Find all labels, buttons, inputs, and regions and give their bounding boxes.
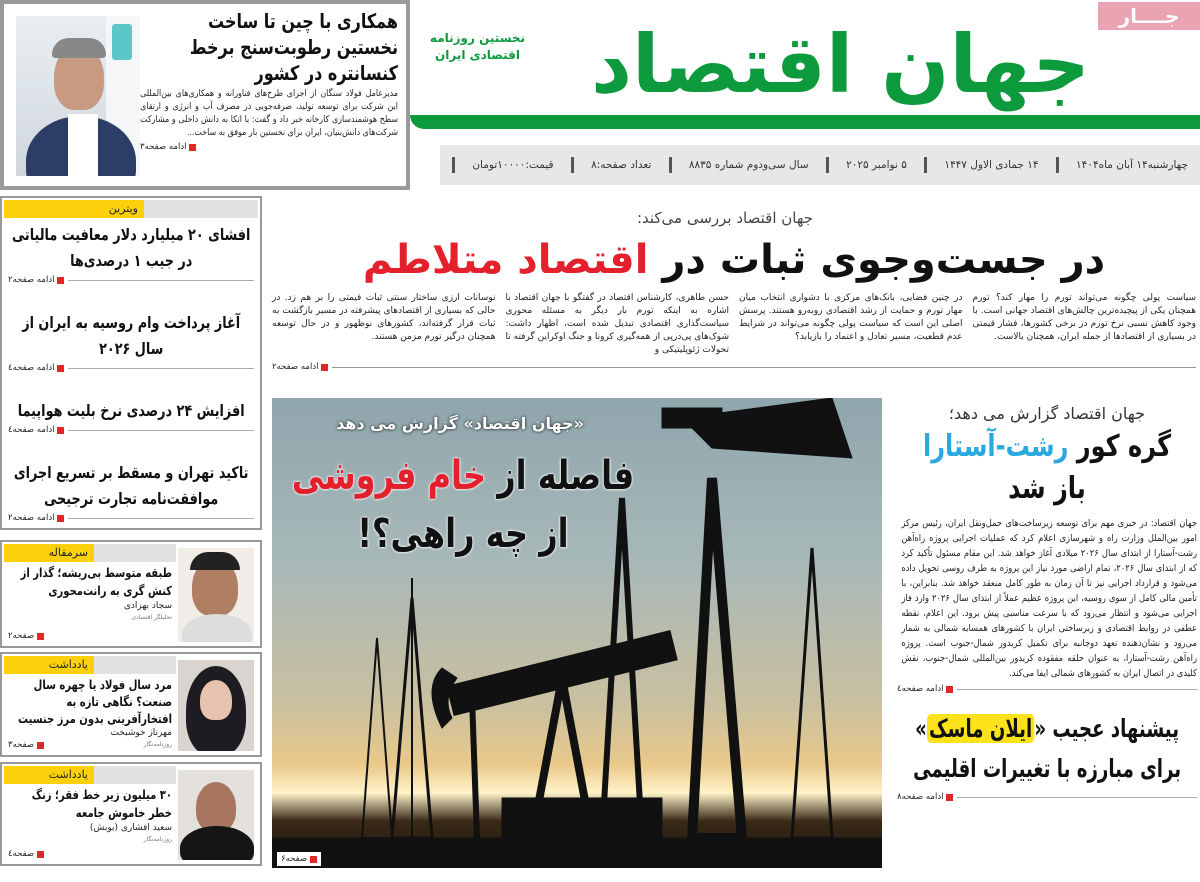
issue-number: سال سی‌ودوم شماره ۸۸۳۵: [688, 159, 809, 171]
opinion-page[interactable]: صفحه۲: [8, 630, 44, 642]
top-story-headline[interactable]: همکاری با چین تا ساخت نخستین رطوبت‌سنج برخط کنسانتره در کشور: [189, 9, 398, 85]
divider: [571, 157, 574, 173]
logo-underline: [410, 115, 1200, 129]
lead-kicker: جهان اقتصاد بررسی می‌کند:: [636, 209, 814, 227]
vitrin-continued[interactable]: ادامه صفحه٤: [8, 362, 64, 374]
vitrin-item[interactable]: افزایش ۲۴ درصدی نرخ بلیت هواپیما: [17, 401, 245, 420]
lead-headline[interactable]: در جست‌وجوی ثبات در اقتصاد متلاطم: [362, 237, 1106, 283]
top-story-box[interactable]: [0, 0, 410, 190]
opinion-box[interactable]: [0, 762, 262, 866]
opinion-role: تحلیلگر اقتصادی: [131, 614, 172, 621]
date-persian: چهارشنبه۱۴ آبان ماه۱۴۰۴: [1076, 159, 1188, 171]
top-story-body: مدیرعامل فولاد سنگان از اجرای طرح‌های فناورانه و همکاری‌های بین‌المللی این شرکت برای توسعه تولید، صرفه‌جویی در مصرف آب و انرژی و ارتقای سطح هوشمندسازی کارخانه خبر داد و گفت: با اتکا به دانش داخلی و مشارکت شرکت‌های دانش‌بنیان، ایران برای نخستین بار موفق به ساخت...: [140, 89, 398, 138]
divider: [957, 797, 1197, 798]
vitrin-item[interactable]: تاکید تهران و مسقط بر تسریع اجرای موافقت‌نامه تجارت ترجیحی: [13, 463, 249, 508]
continued-label: ادامه صفحه۳: [140, 142, 187, 152]
newspaper-logo[interactable]: جهان اقتصاد: [590, 18, 1090, 111]
opinion-page[interactable]: صفحه٤: [8, 848, 44, 860]
tagline: نخستین روزنامه اقتصادی ایران: [429, 31, 526, 62]
lead-column-1: سیاست پولی چگونه می‌تواند تورم را مهار کند؟ تورم همچنان یکی از پیچیده‌ترین چالش‌های اقتصاد جهانی است. با وجود کاهش نسبی نرخ تورم در برخی کشورها، فشار قیمتی در بسیاری از اقتصادها از جمله ایران، همچنان بالاست.: [972, 293, 1196, 342]
divider: [826, 157, 829, 173]
lead-continued[interactable]: ادامه صفحه۲: [272, 361, 328, 373]
opinion-label: یادداشت: [4, 766, 94, 784]
info-bar: [440, 145, 1200, 185]
opinion-box[interactable]: [0, 652, 262, 757]
opinion-role: روزنامه‌نگار: [143, 741, 172, 748]
right-story-continued[interactable]: ادامه صفحه٤: [897, 683, 953, 695]
divider: [669, 157, 672, 173]
page-icon: [321, 364, 328, 371]
top-story-photo: [16, 16, 140, 176]
vitrin-item[interactable]: افشای ۲۰ میلیارد دلار معافیت مالیاتی در جیب ۱ درصدی‌ها: [11, 225, 251, 270]
right-story-body: جهان اقتصاد: در خبری مهم برای توسعه زیرساخت‌های حمل‌ونقل ایران، رئیس مرکز امور بین‌الملل وزارت راه و شهرسازی اعلام کرد که عملیات اجرایی پروژه راه‌آهن رشت-آستارا از ابتدای سال ۲۰۲۶ میلادی آغاز خواهد شد. این مقام مسئول تأکید کرد که از ابتدای سال ۲۰۲۶، تمام اراضی مورد نیاز این پروژه به طرف روسی تحویل داده می‌شود و قرارداد اجرایی نیز تا آن زمان به طور کامل منعقد خواهد شد. بنابراین، با تأمین مالی کامل از سوی روسیه، این پروژه عظیم عملاً از ابتدای سال ۲۰۲۶ وارد فاز اجرایی می‌شود و انتظار می‌رود که با سرعت مناسبی پیش برود. این اعلام، نقطه عطفی در روابط اقتصادی و زیرساختی ایران با کشورهای همسایه شمالی به شمار می‌رود و نشان‌دهنده تعهد دوجانبه برای تکمیل کریدور شمال-جنوب است. پروژه راه‌آهن رشت-آستارا، به عنوان حلقه مفقوده کریدور بین‌المللی شمال-جنوب، نقش کلیدی در اتصال ایران به کشورهای شمالی ایفا می‌کند.: [901, 518, 1198, 679]
right-story-headline[interactable]: گره کور رشت-آستارا باز شد: [922, 429, 1172, 506]
right-story-kicker: جهان اقتصاد گزارش می دهد؛: [948, 404, 1146, 423]
badge: جــــار: [1098, 2, 1200, 30]
photo-story-kicker: «جهان اقتصاد» گزارش می دهد: [336, 414, 584, 433]
divider: [452, 157, 455, 173]
divider: [1056, 157, 1059, 173]
vitrin-box: [0, 196, 262, 530]
lead-column-4: نوسانات ارزی ساختار سنتی ثبات قیمتی را بر هم زد. در حالی که بسیاری از اقتصادهای پیشرفته در مسیر بازگشت به ثبات قرار گرفته‌اند، کشورهای نوظهور و در حال توسعه همچنان درگیر تورم مزمن هستند.: [272, 293, 496, 342]
date-gregorian: ۵ نوامبر ۲۰۲۵: [846, 159, 907, 171]
vitrin-continued[interactable]: ادامه صفحه٤: [8, 424, 64, 436]
vitrin-continued[interactable]: ادامه صفحه۲: [8, 274, 64, 286]
opinion-author: سعید افشاری (بوبش): [89, 823, 172, 833]
opinion-box[interactable]: [0, 540, 262, 648]
vitrin-label: ویترین: [4, 200, 144, 218]
divider: [957, 689, 1197, 690]
author-photo: [178, 548, 254, 642]
lead-column-2: در چنین فضایی، بانک‌های مرکزی با دشواری انتخاب میان مهار تورم و حمایت از رشد اقتصادی روبه‌رو هستند. پرسش اصلی این است که سیاست پولی چگونه می‌تواند در شرایط عدم قطعیت، مسیر تعادل و اعتماد را بازیابد؟: [739, 293, 963, 342]
lead-column-3: حسن طاهری، کارشناس اقتصاد در گفتگو با جهان اقتصاد با اشاره به اینکه تورم بار دیگر به مسئله محوری سیاست‌گذاری اقتصادی تبدیل شده است، اظهار داشت: شوک‌های پی‌درپی از همه‌گیری کرونا و جنگ اوکراین گرفته تا تحولات ژئوپلیتیکی و: [505, 293, 729, 355]
opinion-label: یادداشت: [4, 656, 94, 674]
musk-story-continued[interactable]: ادامه صفحه۸: [897, 791, 953, 803]
opinion-author: سجاد بهزادی: [123, 601, 172, 611]
page-icon: [189, 144, 196, 151]
photo-story-headline[interactable]: فاصله از خام فروشی از چه راهی؟!: [291, 453, 635, 557]
author-photo: [178, 770, 254, 860]
price: قیمت:۱۰۰۰۰تومان: [472, 159, 554, 171]
opinion-role: روزنامه‌نگار: [143, 836, 172, 843]
opinion-label: سرمقاله: [4, 544, 94, 562]
divider: [924, 157, 927, 173]
page-count: تعداد صفحه:۸: [591, 159, 652, 171]
author-photo: [178, 660, 254, 751]
opinion-title[interactable]: مرد سال فولاد یا چهره سال صنعت؟ نگاهی تازه به افتخارآفرینی بدون مرز جنسیت: [18, 677, 173, 726]
vitrin-item[interactable]: آغاز پرداخت وام روسیه به ایران از سال ۲۰۲۶: [22, 313, 241, 358]
musk-story-headline[interactable]: پیشنهاد عجیب «ایلان ماسک» برای مبارزه با تغییرات اقلیمی: [913, 714, 1182, 783]
date-hijri: ۱۴ جمادی الاول ۱۴۴۷: [944, 159, 1039, 171]
photo-story-page[interactable]: صفحه۶: [277, 852, 321, 866]
divider: [332, 367, 1196, 368]
opinion-author: مهرناز خوشبخت: [110, 728, 172, 738]
opinion-title[interactable]: طبقه متوسط بی‌ریشه؛ گذار از کنش گری به رانت‌محوری: [20, 565, 172, 598]
opinion-title[interactable]: ۳۰ میلیون زیر خط فقر؛ زنگ خطر خاموش جامعه: [31, 787, 172, 820]
vitrin-continued[interactable]: ادامه صفحه۲: [8, 512, 64, 524]
top-story-continued[interactable]: [140, 141, 196, 153]
opinion-page[interactable]: صفحه۳: [8, 739, 44, 751]
